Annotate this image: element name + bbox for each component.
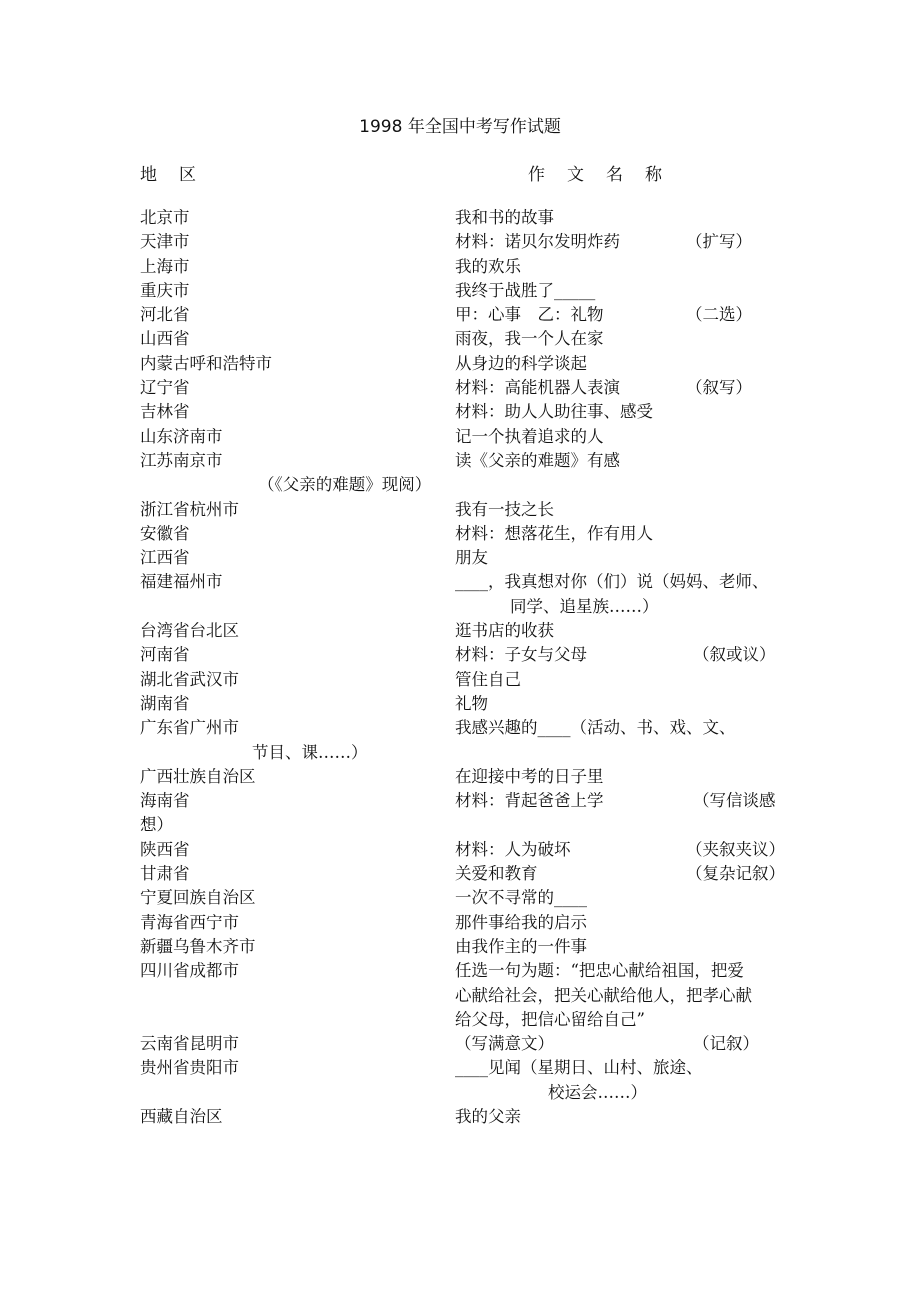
region-name: 陕西省: [140, 839, 190, 859]
region-name: 青海省西宁市: [140, 912, 239, 932]
region-name: 江苏南京市: [140, 450, 223, 470]
topic-note: （二选）: [686, 305, 752, 325]
essay-topic: 材料：子女与父母: [455, 645, 587, 665]
list-item: [0, 935, 920, 959]
list-item: [0, 352, 920, 376]
essay-topic: 材料：背起爸爸上学: [455, 791, 604, 811]
essay-topic: 我感兴趣的____（活动、书、戏、文、: [455, 718, 736, 738]
list-item: [0, 279, 920, 303]
region-name: 贵州省贵阳市: [140, 1058, 239, 1078]
region-name: 四川省成都市: [140, 961, 239, 981]
topic-note: （记叙）: [693, 1034, 759, 1054]
region-name: 天津市: [140, 232, 190, 252]
region-name: 福建福州市: [140, 572, 223, 592]
list-item: [0, 716, 920, 740]
list-item: [0, 230, 920, 254]
region-name: 吉林省: [140, 402, 190, 422]
list-item: [0, 862, 920, 886]
essay-topic: 雨夜，我一个人在家: [455, 329, 604, 349]
region-name: 江西省: [140, 548, 190, 568]
region-name: 广东省广州市: [140, 718, 239, 738]
region-name: 浙江省杭州市: [140, 499, 239, 519]
list-item: [0, 400, 920, 424]
list-item: [0, 643, 920, 667]
topic-column-header: 作文名称: [528, 165, 684, 185]
essay-topic: 从身边的科学谈起: [455, 353, 587, 373]
essay-topic: 那件事给我的启示: [455, 912, 587, 932]
region-name: 甘肃省: [140, 864, 190, 884]
region-name: 云南省昆明市: [140, 1034, 239, 1054]
list-item: [0, 473, 920, 497]
essay-topic: 心献给社会，把关心献给他人，把孝心献: [455, 985, 752, 1005]
essay-topic: 我终于战胜了_____: [455, 280, 596, 300]
list-item: [0, 595, 920, 619]
wrapped-text: 想）: [140, 815, 173, 835]
essay-topic: 甲：心事 乙：礼物: [455, 305, 604, 325]
essay-topic: 我的欢乐: [455, 256, 521, 276]
list-item: [0, 206, 920, 230]
topic-note: （写信谈感: [693, 791, 776, 811]
region-name: 安徽省: [140, 523, 190, 543]
topic-note: （叙或议）: [693, 645, 776, 665]
essay-topic: 给父母，把信心留给自己”: [455, 1009, 645, 1029]
list-item: [0, 741, 920, 765]
list-item: [0, 425, 920, 449]
topic-note: （叙写）: [686, 378, 752, 398]
region-name: 新疆乌鲁木齐市: [140, 936, 256, 956]
region-name: 广西壮族自治区: [140, 766, 256, 786]
wrapped-topic: 校运会……）: [548, 1082, 647, 1102]
list-item: [0, 546, 920, 570]
region-name: 海南省: [140, 791, 190, 811]
list-item: [0, 911, 920, 935]
exam-topic-list: [0, 206, 920, 1129]
essay-topic: 材料：高能机器人表演: [455, 378, 620, 398]
essay-topic: 任选一句为题：“把忠心献给祖国，把爱: [455, 961, 744, 981]
list-item: [0, 449, 920, 473]
essay-topic: 我有一技之长: [455, 499, 554, 519]
region-name: 辽宁省: [140, 378, 190, 398]
wrapped-text: 节目、课……）: [252, 742, 368, 762]
list-item: [0, 376, 920, 400]
region-name: 河北省: [140, 305, 190, 325]
essay-topic: 记一个执着追求的人: [455, 426, 604, 446]
essay-topic: 读《父亲的难题》有感: [455, 450, 620, 470]
list-item: [0, 692, 920, 716]
wrapped-text: （《父亲的难题》现阅）: [258, 475, 432, 495]
essay-topic: 关爱和教育: [455, 864, 538, 884]
list-item: [0, 1032, 920, 1056]
topic-note: （复杂记叙）: [686, 864, 785, 884]
list-item: [0, 570, 920, 594]
list-item: [0, 838, 920, 862]
essay-topic: 礼物: [455, 693, 488, 713]
list-item: [0, 327, 920, 351]
essay-topic: ____，我真想对你（们）说（妈妈、老师、: [455, 572, 769, 592]
topic-note: （扩写）: [686, 232, 752, 252]
essay-topic: 由我作主的一件事: [455, 936, 587, 956]
essay-topic: 材料：助人人助往事、感受: [455, 402, 653, 422]
region-name: 台湾省台北区: [140, 621, 239, 641]
region-name: 内蒙古呼和浩特市: [140, 353, 272, 373]
topic-note: （夹叙夹议）: [686, 839, 785, 859]
page-title: 1998 年全国中考写作试题: [359, 117, 561, 137]
essay-topic: 管住自己: [455, 669, 521, 689]
region-name: 山西省: [140, 329, 190, 349]
region-name: 山东济南市: [140, 426, 223, 446]
region-name: 北京市: [140, 208, 190, 227]
essay-topic: 一次不寻常的____: [455, 888, 587, 908]
region-name: 湖南省: [140, 693, 190, 713]
essay-topic: 我的父亲: [455, 1106, 521, 1126]
list-item: [0, 619, 920, 643]
list-item: [0, 1056, 920, 1080]
list-item: [0, 522, 920, 546]
essay-topic: ____见闻（星期日、山村、旅途、: [455, 1058, 703, 1078]
region-name: 湖北省武汉市: [140, 669, 239, 689]
list-item: [0, 1081, 920, 1105]
list-item: [0, 668, 920, 692]
region-name: 重庆市: [140, 280, 190, 300]
region-column-header: 地区: [140, 165, 218, 185]
list-item: [0, 1105, 920, 1129]
essay-topic: （写满意文）: [455, 1034, 554, 1054]
list-item: [0, 1008, 920, 1032]
region-name: 西藏自治区: [140, 1106, 223, 1126]
list-item: [0, 813, 920, 837]
list-item: [0, 765, 920, 789]
essay-topic: 材料：人为破坏: [455, 839, 571, 859]
region-name: 上海市: [140, 256, 190, 276]
essay-topic: 朋友: [455, 548, 488, 568]
list-item: [0, 984, 920, 1008]
essay-topic: 在迎接中考的日子里: [455, 766, 604, 786]
essay-topic: 材料：诺贝尔发明炸药: [455, 232, 620, 252]
list-item: [0, 498, 920, 522]
essay-topic: 我和书的故事: [455, 208, 554, 227]
essay-topic: 逛书店的收获: [455, 621, 554, 641]
list-item: [0, 886, 920, 910]
region-name: 河南省: [140, 645, 190, 665]
list-item: [0, 303, 920, 327]
wrapped-topic: 同学、追星族……）: [510, 596, 659, 616]
list-item: [0, 959, 920, 983]
region-name: 宁夏回族自治区: [140, 888, 256, 908]
list-item: [0, 255, 920, 279]
list-item: [0, 789, 920, 813]
essay-topic: 材料：想落花生，作有用人: [455, 523, 653, 543]
